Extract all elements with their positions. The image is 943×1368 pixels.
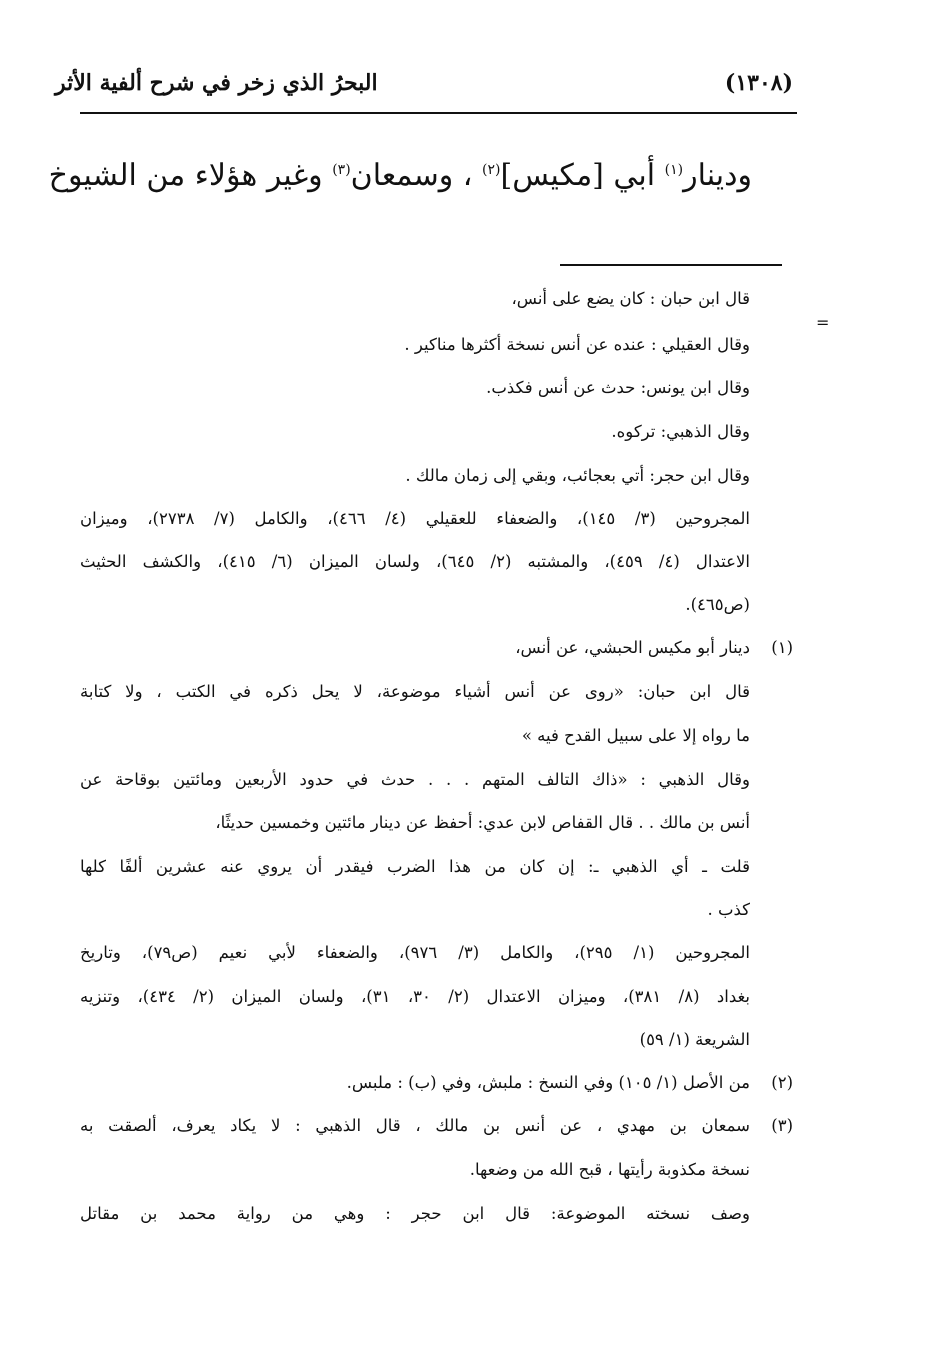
footnote-line: وقال ابن يونس: حدث عن أنس فكذب. [486, 378, 750, 397]
footnote-line: الاعتدال (٤/ ٤٥٩)، والمشتبه (٢/ ٦٤٥)، ولسان الميزان (٦/ ٤١٥)، والكشف الحثيث [80, 552, 750, 571]
footnote-line: دينار أبو مكيس الحبشي، عن أنس، [515, 638, 750, 657]
main-text-segment: أبي [مكيس] [500, 158, 656, 193]
footnote-line: وصف نسخته الموضوعة: قال ابن حجر : وهي من رواية محمد بن مقاتل [80, 1204, 750, 1223]
footnote-line: قلت ـ أي الذهبي ـ: إن كان من هذا الضرب فيقدر أن يروي عنه عشرين ألفًا كلها [80, 857, 750, 876]
header-divider [80, 112, 797, 114]
footnote-line: وقال الذهبي : «ذاك التالف المتهم . . . حدث في حدود الأربعين ومائتين بوقاحة عن [80, 770, 750, 789]
footnote-ref-2: (٢) [482, 162, 501, 178]
page-number: (١٣٠٨) [724, 70, 793, 96]
footnote-line: كذب . [707, 900, 750, 919]
main-text-segment: ودينار [683, 158, 752, 193]
footnote-line: أنس بن مالك . . قال القفاص لابن عدي: أحفظ عن دينار مائتين وخمسين حديثًا، [215, 813, 750, 832]
footnote-ref-1: (١) [664, 162, 684, 178]
main-text-line [48, 140, 752, 206]
running-title: البحرُ الذي زخر في شرح ألفية الأثر [55, 70, 378, 96]
footnote-line: المجروحين (١/ ٢٩٥)، والكامل (٣/ ٩٧٦)، والضعفاء لأبي نعيم (ص٧٩)، وتاريخ [80, 943, 750, 962]
footnote-line: من الأصل (١/ ١٠٥) وفي النسخ : ملبش، وفي (ب) : ملبس. [346, 1073, 750, 1092]
footnote-line: وقال الذهبي: تركوه. [611, 422, 750, 441]
footnote-line: وقال العقيلي : عنده عن أنس نسخة أكثرها مناكير . [404, 335, 750, 354]
footnote-ref-3: (٣) [332, 162, 351, 178]
main-text-segment: ، وسمعان [350, 158, 473, 193]
footnote-line: نسخة مكذوبة رأيتها ، قبح الله من وضعها. [469, 1160, 750, 1179]
footnote-line: ما رواه إلا على سبيل القدح فيه » [521, 726, 750, 745]
footnote-line: قال ابن حبان : كان يضع على أنس، [511, 289, 750, 308]
footnote-separator [560, 264, 782, 266]
footnote-line: المجروحين (٣/ ١٤٥)، والضعفاء للعقيلي (٤/ ٤٦٦)، والكامل (٧/ ٢٧٣٨)، وميزان [80, 509, 750, 528]
margin-mark: = [816, 313, 830, 332]
footnote-number: (٣) [771, 1116, 793, 1135]
footnote-number: (١) [771, 638, 793, 657]
footnote-line: (ص٤٦٥). [685, 595, 750, 614]
footnote-line: الشريعة (١/ ٥٩) [639, 1030, 750, 1049]
footnote-line: قال ابن حبان: «روى عن أنس أشياء موضوعة، لا يحل ذكره في الكتب ، ولا كتابة [80, 682, 750, 701]
footnote-number: (٢) [771, 1073, 793, 1092]
footnote-line: بغداد (٨/ ٣٨١)، وميزان الاعتدال (٢/ ٣٠، ٣١)، ولسان الميزان (٢/ ٤٣٤)، وتنزيه [80, 987, 750, 1006]
footnote-line: سمعان بن مهدي ، عن أنس بن مالك ، قال الذهبي : لا يكاد يعرف، ألصقت به [80, 1116, 750, 1135]
main-text-segment: وغير هؤلاء من الشيوخ [48, 158, 323, 193]
footnote-line: وقال ابن حجر: أتي بعجائب، وبقي إلى زمان مالك . [405, 466, 750, 485]
